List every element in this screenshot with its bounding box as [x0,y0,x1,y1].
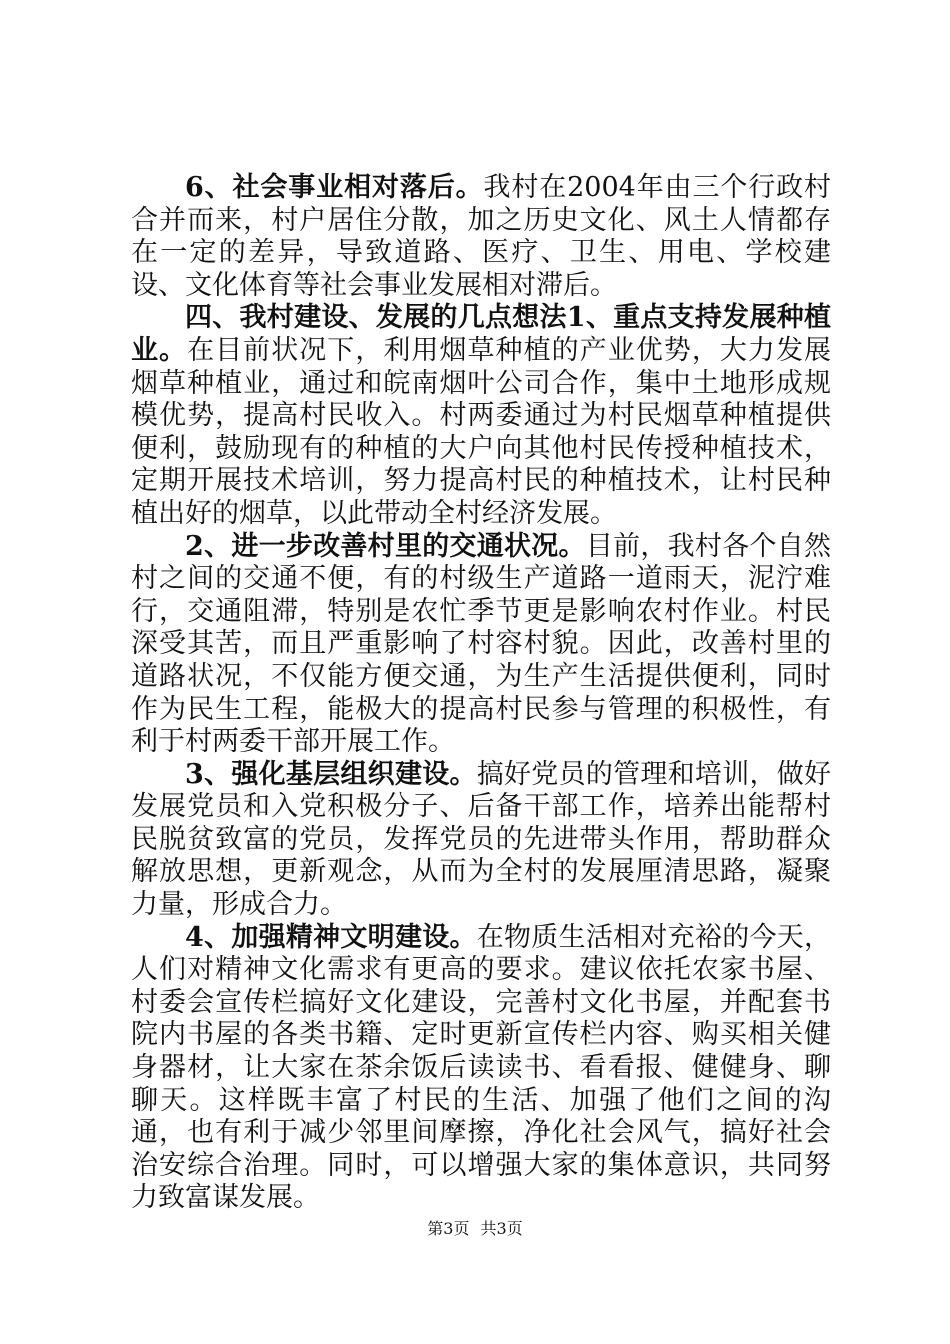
paragraph-social-affairs [131,172,831,302]
paragraph-heading: 4、加强精神文明建设。 [185,921,477,953]
paragraph-text: 目前，我村各个自然村之间的交通不便，有的村级生产道路一道雨天，泥泞难行，交通阻滞，特别是农忙季节更是影响农村作业。村民深受其苦，而且严重影响了村容村貌。因此，改善村里的道路状况，不仅能方便交通，为生产生活提供便利，同时作为民生工程，能极大的提高村民参与管理的积极性，有利于村两委干部开展工作。 [131,530,832,758]
current-page-label: 第3页 [427,1219,470,1238]
paragraph-planting [131,302,831,530]
paragraph-civilization [131,922,831,1215]
paragraph-text: 我村在2004年由三个行政村合并而来，村户居住分散，加之历史文化、风土人情都存在一定的差异，导致道路、医疗、卫生、用电、学校建设、文化体育等社会事业发展相对滞后。 [131,172,831,301]
paragraph-text: 在物质生活相对充裕的今天，人们对精神文化需求有更高的要求。建议依托农家书屋、村委会宣传栏搞好文化建设，完善村文化书屋，并配套书院内书屋的各类书籍、定时更新宣传栏内容、购买相关健身器材，让大家在茶余饭后读读书、看看报、健健身、聊聊天。这样既丰富了村民的生活、加强了他们之间的沟通，也有利于减少邻里间摩擦，净化社会风气，搞好社会治安综合治理。同时，可以增强大家的集体意识，共同努力致富谋发展。 [131,921,832,1214]
paragraph-heading: 2、进一步改善村里的交通状况。 [185,530,586,562]
page-footer [0,1216,950,1239]
paragraph-transport [131,531,831,759]
paragraph-organization [131,759,831,922]
total-pages-label: 共3页 [480,1219,523,1238]
paragraph-text: 在目前状况下，利用烟草种植的产业优势，大力发展烟草种植业，通过和皖南烟叶公司合作，集中土地形成规模优势，提高村民收入。村两委通过为村民烟草种植提供便利，鼓励现有的种植的大户向其他村民传授种植技术，定期开展技术培训，努力提高村民的种植技术，让村民种植出好的烟草，以此带动全村经济发展。 [131,334,832,529]
paragraph-heading: 3、强化基层组织建设。 [185,758,477,790]
paragraph-text: 搞好党员的管理和培训，做好发展党员和入党积极分子、后备干部工作，培养出能帮村民脱贫致富的党员，发挥党员的先进带头作用，帮助群众解放思想，更新观念，从而为全村的发展厘清思路，凝聚力量，形成合力。 [131,758,832,921]
paragraph-heading: 四、我村建设、发展的几点想法1、重点支持发展种植业。 [131,302,831,366]
paragraph-heading: 6、社会事业相对落后。 [185,172,484,203]
document-body [131,172,831,1215]
